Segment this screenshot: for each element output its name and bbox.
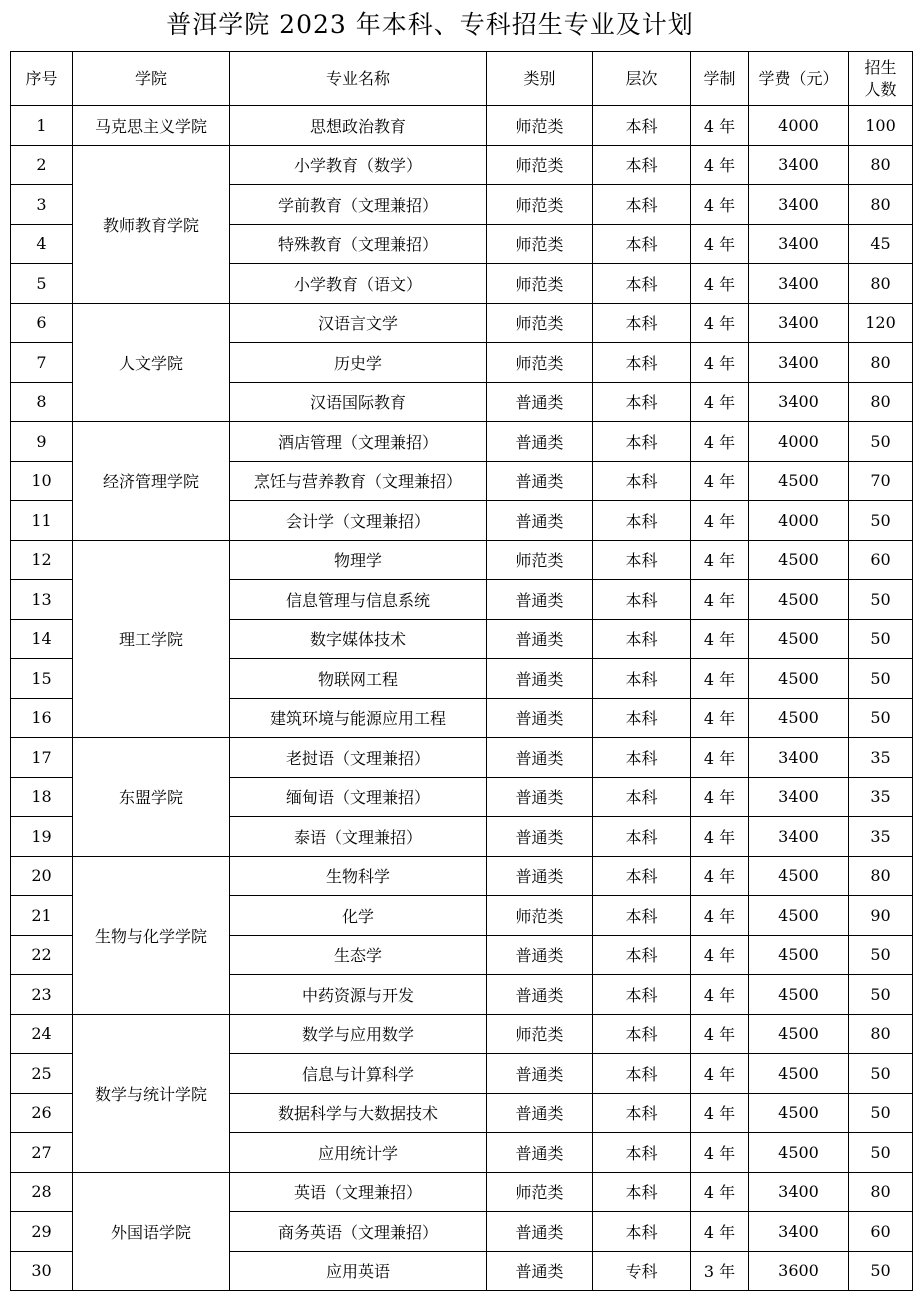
cell-tuition: 4000	[749, 501, 849, 541]
cell-college: 生物与化学学院	[73, 856, 230, 1014]
cell-major: 汉语国际教育	[230, 382, 487, 422]
cell-enroll: 80	[849, 145, 913, 185]
header-row	[11, 52, 913, 106]
cell-level: 专科	[593, 1251, 691, 1291]
cell-major: 思想政治教育	[230, 106, 487, 146]
cell-category: 普通类	[487, 738, 593, 778]
cell-level: 本科	[593, 1014, 691, 1054]
cell-tuition: 4500	[749, 580, 849, 620]
cell-enroll: 90	[849, 896, 913, 936]
cell-index: 14	[11, 619, 73, 659]
cell-tuition: 4500	[749, 1133, 849, 1173]
cell-category: 普通类	[487, 1133, 593, 1173]
cell-tuition: 4500	[749, 975, 849, 1015]
cell-enroll: 50	[849, 619, 913, 659]
cell-level: 本科	[593, 856, 691, 896]
cell-index: 3	[11, 185, 73, 225]
cell-index: 11	[11, 501, 73, 541]
header-enroll	[849, 52, 913, 106]
cell-level: 本科	[593, 975, 691, 1015]
cell-tuition: 3400	[749, 1212, 849, 1252]
cell-level: 本科	[593, 619, 691, 659]
cell-category: 普通类	[487, 580, 593, 620]
cell-major: 数字媒体技术	[230, 619, 487, 659]
cell-major: 中药资源与开发	[230, 975, 487, 1015]
cell-duration: 4 年	[691, 698, 749, 738]
cell-category: 师范类	[487, 303, 593, 343]
cell-index: 7	[11, 343, 73, 383]
cell-tuition: 4500	[749, 935, 849, 975]
cell-index: 21	[11, 896, 73, 936]
table-row	[11, 1172, 913, 1212]
cell-level: 本科	[593, 382, 691, 422]
header-college: 学院	[73, 52, 230, 106]
cell-tuition: 4500	[749, 540, 849, 580]
cell-enroll: 50	[849, 501, 913, 541]
cell-enroll: 35	[849, 738, 913, 778]
table-row	[11, 1014, 913, 1054]
cell-category: 师范类	[487, 896, 593, 936]
cell-index: 24	[11, 1014, 73, 1054]
cell-major: 会计学（文理兼招）	[230, 501, 487, 541]
cell-index: 1	[11, 106, 73, 146]
cell-category: 师范类	[487, 106, 593, 146]
cell-level: 本科	[593, 540, 691, 580]
cell-enroll: 50	[849, 1251, 913, 1291]
cell-index: 12	[11, 540, 73, 580]
cell-duration: 4 年	[691, 422, 749, 462]
cell-duration: 4 年	[691, 224, 749, 264]
cell-major: 应用英语	[230, 1251, 487, 1291]
cell-level: 本科	[593, 145, 691, 185]
cell-tuition: 3600	[749, 1251, 849, 1291]
cell-major: 学前教育（文理兼招）	[230, 185, 487, 225]
cell-college: 外国语学院	[73, 1172, 230, 1291]
cell-college: 马克思主义学院	[73, 106, 230, 146]
cell-enroll: 100	[849, 106, 913, 146]
cell-category: 普通类	[487, 856, 593, 896]
cell-level: 本科	[593, 738, 691, 778]
cell-category: 普通类	[487, 382, 593, 422]
cell-enroll: 50	[849, 1133, 913, 1173]
cell-major: 应用统计学	[230, 1133, 487, 1173]
cell-duration: 4 年	[691, 382, 749, 422]
cell-tuition: 4000	[749, 106, 849, 146]
cell-index: 4	[11, 224, 73, 264]
cell-enroll: 80	[849, 856, 913, 896]
cell-level: 本科	[593, 501, 691, 541]
cell-tuition: 4500	[749, 461, 849, 501]
cell-category: 普通类	[487, 975, 593, 1015]
cell-index: 6	[11, 303, 73, 343]
cell-enroll: 50	[849, 580, 913, 620]
cell-tuition: 3400	[749, 817, 849, 857]
cell-tuition: 3400	[749, 738, 849, 778]
cell-category: 普通类	[487, 698, 593, 738]
cell-major: 物理学	[230, 540, 487, 580]
cell-major: 老挝语（文理兼招）	[230, 738, 487, 778]
cell-duration: 4 年	[691, 264, 749, 304]
cell-tuition: 4500	[749, 1093, 849, 1133]
cell-duration: 4 年	[691, 540, 749, 580]
cell-college: 东盟学院	[73, 738, 230, 857]
cell-enroll: 35	[849, 817, 913, 857]
cell-major: 缅甸语（文理兼招）	[230, 777, 487, 817]
cell-major: 数学与应用数学	[230, 1014, 487, 1054]
cell-category: 普通类	[487, 1054, 593, 1094]
cell-tuition: 3400	[749, 777, 849, 817]
cell-major: 小学教育（数学）	[230, 145, 487, 185]
cell-tuition: 4500	[749, 896, 849, 936]
cell-category: 师范类	[487, 145, 593, 185]
cell-tuition: 3400	[749, 185, 849, 225]
cell-level: 本科	[593, 343, 691, 383]
cell-enroll: 80	[849, 264, 913, 304]
cell-major: 烹饪与营养教育（文理兼招）	[230, 461, 487, 501]
page-title: 普洱学院 2023 年本科、专科招生专业及计划	[166, 10, 694, 39]
cell-level: 本科	[593, 422, 691, 462]
cell-major: 英语（文理兼招）	[230, 1172, 487, 1212]
cell-level: 本科	[593, 935, 691, 975]
cell-duration: 4 年	[691, 1014, 749, 1054]
cell-enroll: 80	[849, 185, 913, 225]
cell-college: 人文学院	[73, 303, 230, 422]
cell-level: 本科	[593, 106, 691, 146]
cell-category: 普通类	[487, 777, 593, 817]
cell-level: 本科	[593, 659, 691, 699]
cell-enroll: 80	[849, 1014, 913, 1054]
cell-major: 数据科学与大数据技术	[230, 1093, 487, 1133]
cell-enroll: 80	[849, 1172, 913, 1212]
cell-college: 经济管理学院	[73, 422, 230, 541]
cell-major: 物联网工程	[230, 659, 487, 699]
cell-index: 29	[11, 1212, 73, 1252]
cell-duration: 4 年	[691, 1212, 749, 1252]
cell-duration: 4 年	[691, 817, 749, 857]
cell-major: 汉语言文学	[230, 303, 487, 343]
cell-duration: 4 年	[691, 303, 749, 343]
cell-enroll: 50	[849, 659, 913, 699]
cell-level: 本科	[593, 1133, 691, 1173]
cell-index: 23	[11, 975, 73, 1015]
table-row	[11, 540, 913, 580]
cell-enroll: 70	[849, 461, 913, 501]
cell-enroll: 50	[849, 935, 913, 975]
cell-duration: 3 年	[691, 1251, 749, 1291]
header-major: 专业名称	[230, 52, 487, 106]
cell-tuition: 3400	[749, 382, 849, 422]
cell-tuition: 3400	[749, 303, 849, 343]
cell-level: 本科	[593, 777, 691, 817]
cell-tuition: 4500	[749, 619, 849, 659]
cell-index: 10	[11, 461, 73, 501]
cell-index: 20	[11, 856, 73, 896]
cell-duration: 4 年	[691, 975, 749, 1015]
cell-index: 2	[11, 145, 73, 185]
cell-duration: 4 年	[691, 896, 749, 936]
cell-index: 5	[11, 264, 73, 304]
cell-tuition: 4500	[749, 1054, 849, 1094]
table-row	[11, 106, 913, 146]
cell-tuition: 3400	[749, 145, 849, 185]
cell-duration: 4 年	[691, 1093, 749, 1133]
cell-college: 教师教育学院	[73, 145, 230, 303]
cell-duration: 4 年	[691, 461, 749, 501]
cell-category: 师范类	[487, 264, 593, 304]
cell-major: 信息管理与信息系统	[230, 580, 487, 620]
enrollment-plan-table	[10, 51, 913, 1291]
header-duration: 学制	[691, 52, 749, 106]
cell-index: 15	[11, 659, 73, 699]
cell-major: 历史学	[230, 343, 487, 383]
cell-category: 普通类	[487, 501, 593, 541]
cell-duration: 4 年	[691, 185, 749, 225]
cell-duration: 4 年	[691, 659, 749, 699]
cell-duration: 4 年	[691, 856, 749, 896]
cell-major: 商务英语（文理兼招）	[230, 1212, 487, 1252]
cell-duration: 4 年	[691, 1172, 749, 1212]
cell-tuition: 3400	[749, 224, 849, 264]
cell-major: 酒店管理（文理兼招）	[230, 422, 487, 462]
cell-duration: 4 年	[691, 1133, 749, 1173]
cell-tuition: 4500	[749, 698, 849, 738]
cell-index: 30	[11, 1251, 73, 1291]
header-enroll-line2: 人数	[864, 79, 897, 99]
cell-category: 师范类	[487, 343, 593, 383]
cell-category: 普通类	[487, 1093, 593, 1133]
cell-tuition: 4500	[749, 856, 849, 896]
cell-enroll: 80	[849, 382, 913, 422]
cell-level: 本科	[593, 817, 691, 857]
cell-index: 26	[11, 1093, 73, 1133]
cell-duration: 4 年	[691, 1054, 749, 1094]
cell-major: 小学教育（语文）	[230, 264, 487, 304]
cell-enroll: 50	[849, 698, 913, 738]
cell-enroll: 120	[849, 303, 913, 343]
cell-level: 本科	[593, 698, 691, 738]
cell-tuition: 4500	[749, 659, 849, 699]
cell-category: 普通类	[487, 1212, 593, 1252]
cell-level: 本科	[593, 580, 691, 620]
cell-tuition: 4500	[749, 1014, 849, 1054]
cell-duration: 4 年	[691, 145, 749, 185]
cell-category: 普通类	[487, 659, 593, 699]
cell-index: 17	[11, 738, 73, 778]
cell-level: 本科	[593, 264, 691, 304]
cell-level: 本科	[593, 185, 691, 225]
cell-enroll: 45	[849, 224, 913, 264]
cell-index: 19	[11, 817, 73, 857]
cell-duration: 4 年	[691, 619, 749, 659]
cell-level: 本科	[593, 1212, 691, 1252]
cell-major: 生态学	[230, 935, 487, 975]
cell-category: 普通类	[487, 817, 593, 857]
cell-level: 本科	[593, 1093, 691, 1133]
cell-major: 生物科学	[230, 856, 487, 896]
cell-enroll: 50	[849, 975, 913, 1015]
cell-tuition: 3400	[749, 264, 849, 304]
cell-category: 普通类	[487, 619, 593, 659]
cell-duration: 4 年	[691, 777, 749, 817]
cell-category: 师范类	[487, 1014, 593, 1054]
table-row	[11, 145, 913, 185]
cell-category: 师范类	[487, 540, 593, 580]
cell-level: 本科	[593, 461, 691, 501]
cell-index: 25	[11, 1054, 73, 1094]
cell-index: 8	[11, 382, 73, 422]
table-row	[11, 856, 913, 896]
cell-category: 师范类	[487, 224, 593, 264]
cell-index: 16	[11, 698, 73, 738]
cell-index: 28	[11, 1172, 73, 1212]
cell-category: 普通类	[487, 422, 593, 462]
cell-major: 化学	[230, 896, 487, 936]
table-row	[11, 738, 913, 778]
cell-enroll: 60	[849, 1212, 913, 1252]
cell-duration: 4 年	[691, 580, 749, 620]
header-category: 类别	[487, 52, 593, 106]
cell-index: 27	[11, 1133, 73, 1173]
cell-level: 本科	[593, 1054, 691, 1094]
cell-level: 本科	[593, 1172, 691, 1212]
cell-major: 特殊教育（文理兼招）	[230, 224, 487, 264]
cell-category: 普通类	[487, 461, 593, 501]
cell-college: 理工学院	[73, 540, 230, 738]
cell-enroll: 80	[849, 343, 913, 383]
cell-category: 普通类	[487, 935, 593, 975]
cell-duration: 4 年	[691, 935, 749, 975]
cell-tuition: 3400	[749, 343, 849, 383]
cell-enroll: 50	[849, 1054, 913, 1094]
cell-college: 数学与统计学院	[73, 1014, 230, 1172]
cell-category: 师范类	[487, 1172, 593, 1212]
cell-tuition: 3400	[749, 1172, 849, 1212]
table-row	[11, 303, 913, 343]
table-body	[11, 106, 913, 1291]
cell-enroll: 50	[849, 1093, 913, 1133]
cell-level: 本科	[593, 303, 691, 343]
cell-level: 本科	[593, 224, 691, 264]
table-row	[11, 422, 913, 462]
cell-index: 22	[11, 935, 73, 975]
cell-duration: 4 年	[691, 106, 749, 146]
cell-enroll: 35	[849, 777, 913, 817]
cell-duration: 4 年	[691, 343, 749, 383]
cell-category: 普通类	[487, 1251, 593, 1291]
cell-enroll: 50	[849, 422, 913, 462]
cell-category: 师范类	[487, 185, 593, 225]
cell-duration: 4 年	[691, 738, 749, 778]
cell-duration: 4 年	[691, 501, 749, 541]
header-index: 序号	[11, 52, 73, 106]
cell-index: 13	[11, 580, 73, 620]
cell-major: 信息与计算科学	[230, 1054, 487, 1094]
cell-level: 本科	[593, 896, 691, 936]
cell-major: 泰语（文理兼招）	[230, 817, 487, 857]
header-enroll-line1: 招生	[864, 57, 897, 77]
cell-index: 9	[11, 422, 73, 462]
cell-enroll: 60	[849, 540, 913, 580]
header-level: 层次	[593, 52, 691, 106]
header-tuition: 学费（元）	[749, 52, 849, 106]
cell-major: 建筑环境与能源应用工程	[230, 698, 487, 738]
cell-index: 18	[11, 777, 73, 817]
cell-tuition: 4000	[749, 422, 849, 462]
